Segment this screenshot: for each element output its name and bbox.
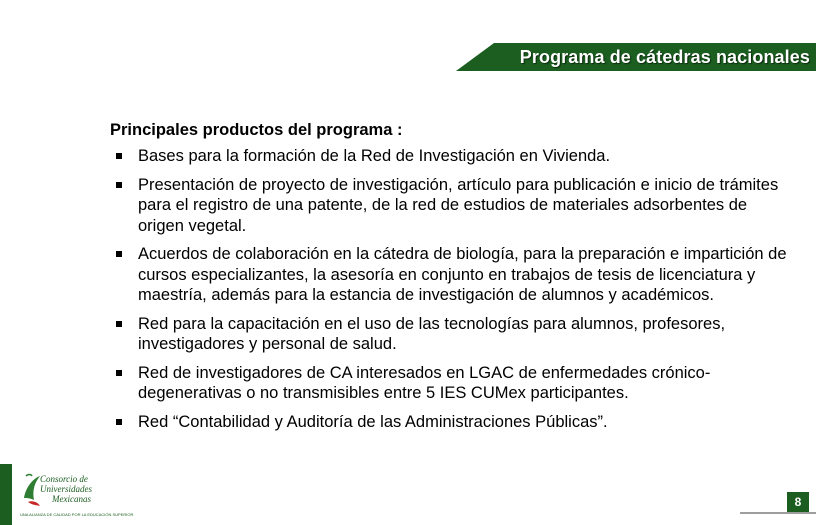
list-item-text: Bases para la formación de la Red de Investigación en Vivienda. <box>138 147 611 165</box>
product-list <box>110 146 790 432</box>
logo-text-line1: Consorcio de <box>40 474 88 484</box>
list-item <box>110 363 790 404</box>
list-item <box>110 314 790 355</box>
section-heading: Principales productos del programa : <box>110 121 403 139</box>
main-content <box>110 118 790 440</box>
logo-text-line3: Mexicanas <box>52 494 91 504</box>
list-item-text: Acuerdos de colaboración en la cátedra de biología, para la preparación e impartición de cursos especializantes, la asesoría en conjunto en trabajos de tesis de licenciatura y maestría, además para la estancia de investigación de alumnos y académicos. <box>138 245 787 304</box>
list-item-text: Red de investigadores de CA interesados en LGAC de enfermedades crónico-degenerativas o no transmisibles entre 5 IES CUMex participantes. <box>138 363 711 402</box>
title-banner <box>456 43 816 71</box>
list-item <box>110 244 790 306</box>
cumex-logo <box>18 468 134 520</box>
list-item-text: Red para la capacitación en el uso de las tecnologías para alumnos, profesores, investigadores y personal de salud. <box>138 314 726 353</box>
footer-rule <box>740 512 816 514</box>
page-title: Programa de cátedras nacionales <box>519 47 810 67</box>
square-bullet-icon <box>116 370 122 376</box>
logo-tagline: UNA ALIANZA DE CALIDAD POR LA EDUCACIÓN SUPERIOR <box>20 512 134 517</box>
list-item <box>110 146 790 167</box>
left-accent-strip <box>0 464 12 525</box>
square-bullet-icon <box>116 251 122 257</box>
list-item-text: Red “Contabilidad y Auditoría de las Administraciones Públicas”. <box>138 412 608 431</box>
square-bullet-icon <box>116 153 122 159</box>
square-bullet-icon <box>116 321 122 327</box>
logo-text-line2: Universidades <box>40 484 92 494</box>
square-bullet-icon <box>116 419 122 425</box>
square-bullet-icon <box>116 182 122 188</box>
list-item-text: Presentación de proyecto de investigación, artículo para publicación e inicio de trámites para el registro de una patente, de la red de estudios de materiales adsorbentes de origen vegetal. <box>138 175 779 235</box>
page-number: 8 <box>787 492 809 512</box>
list-item <box>110 412 790 433</box>
list-item <box>110 175 790 237</box>
